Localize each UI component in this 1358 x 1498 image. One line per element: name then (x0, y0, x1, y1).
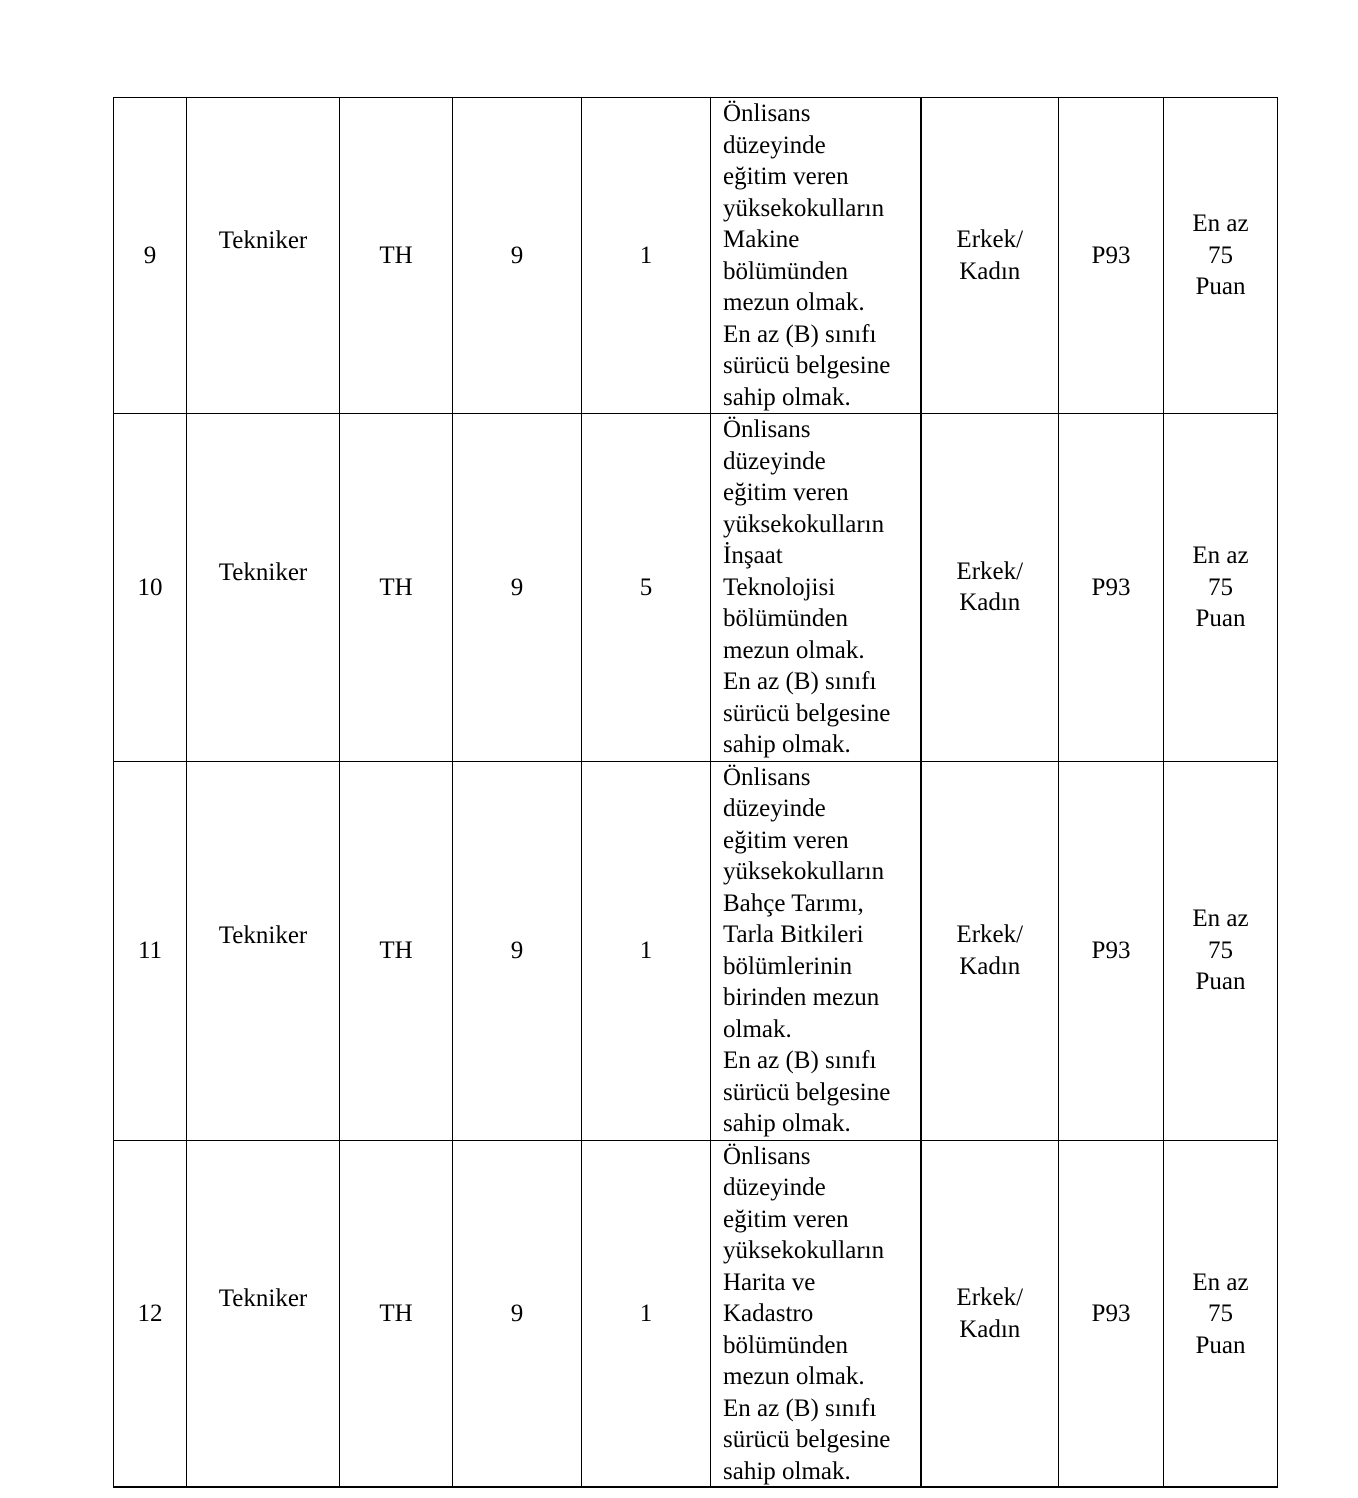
requirement-text: Önlisans düzeyinde eğitim veren yüksekokulların Harita ve Kadastro bölümünden mezun olmak. En az (B) sınıfı sürücü belgesine sahip olmak. (711, 1140, 921, 1488)
gender: Erkek/ Kadın (956, 921, 1024, 980)
position-title: Tekniker (218, 921, 308, 949)
table-row (114, 414, 1278, 762)
class-code: TH (340, 1140, 453, 1488)
row-number: 12 (114, 1140, 187, 1488)
gender: Erkek/ Kadın (956, 1284, 1024, 1343)
minimum-score: En az 75 Puan (1192, 1268, 1249, 1359)
degree: 9 (453, 761, 582, 1140)
minimum-score: En az 75 Puan (1192, 542, 1249, 632)
position-title: Tekniker (218, 558, 308, 586)
table-row (114, 98, 1278, 414)
score-type: P93 (1059, 414, 1164, 762)
row-number: 10 (114, 414, 187, 762)
table-row (114, 761, 1278, 1140)
position-table (113, 97, 1278, 1488)
score-type: P93 (1059, 761, 1164, 1140)
row-number: 11 (114, 761, 187, 1140)
table-bottom-rule (113, 1486, 1277, 1488)
row-number: 9 (114, 98, 187, 414)
position-title: Tekniker (218, 1285, 308, 1312)
requirement-text: Önlisans düzeyinde eğitim veren yüksekokulların Bahçe Tarımı, Tarla Bitkileri bölümlerinin birinden mezun olmak. En az (B) sınıfı sürücü belgesine sahip olmak. (711, 761, 921, 1140)
minimum-score: En az 75 Puan (1192, 905, 1249, 996)
score-type: P93 (1059, 98, 1164, 414)
degree: 9 (453, 1140, 582, 1488)
position-count: 1 (582, 761, 711, 1140)
minimum-score: En az 75 Puan (1192, 210, 1249, 301)
degree: 9 (453, 414, 582, 762)
gender: Erkek/ Kadın (956, 226, 1024, 285)
class-code: TH (340, 761, 453, 1140)
gender: Erkek/ Kadın (956, 557, 1024, 617)
position-count: 1 (582, 1140, 711, 1488)
class-code: TH (340, 414, 453, 762)
requirement-text: Önlisans düzeyinde eğitim veren yüksekokulların Makine bölümünden mezun olmak. En az (B) sınıfı sürücü belgesine sahip olmak. (711, 98, 921, 414)
table-row (114, 1140, 1278, 1488)
score-type: P93 (1059, 1140, 1164, 1488)
position-count: 5 (582, 414, 711, 762)
degree: 9 (453, 98, 582, 414)
position-count: 1 (582, 98, 711, 414)
requirement-text: Önlisans düzeyinde eğitim veren yüksekokulların İnşaat Teknolojisi bölümünden mezun olmak. En az (B) sınıfı sürücü belgesine sahip olmak. (711, 414, 921, 762)
position-title: Tekniker (218, 226, 308, 254)
class-code: TH (340, 98, 453, 414)
